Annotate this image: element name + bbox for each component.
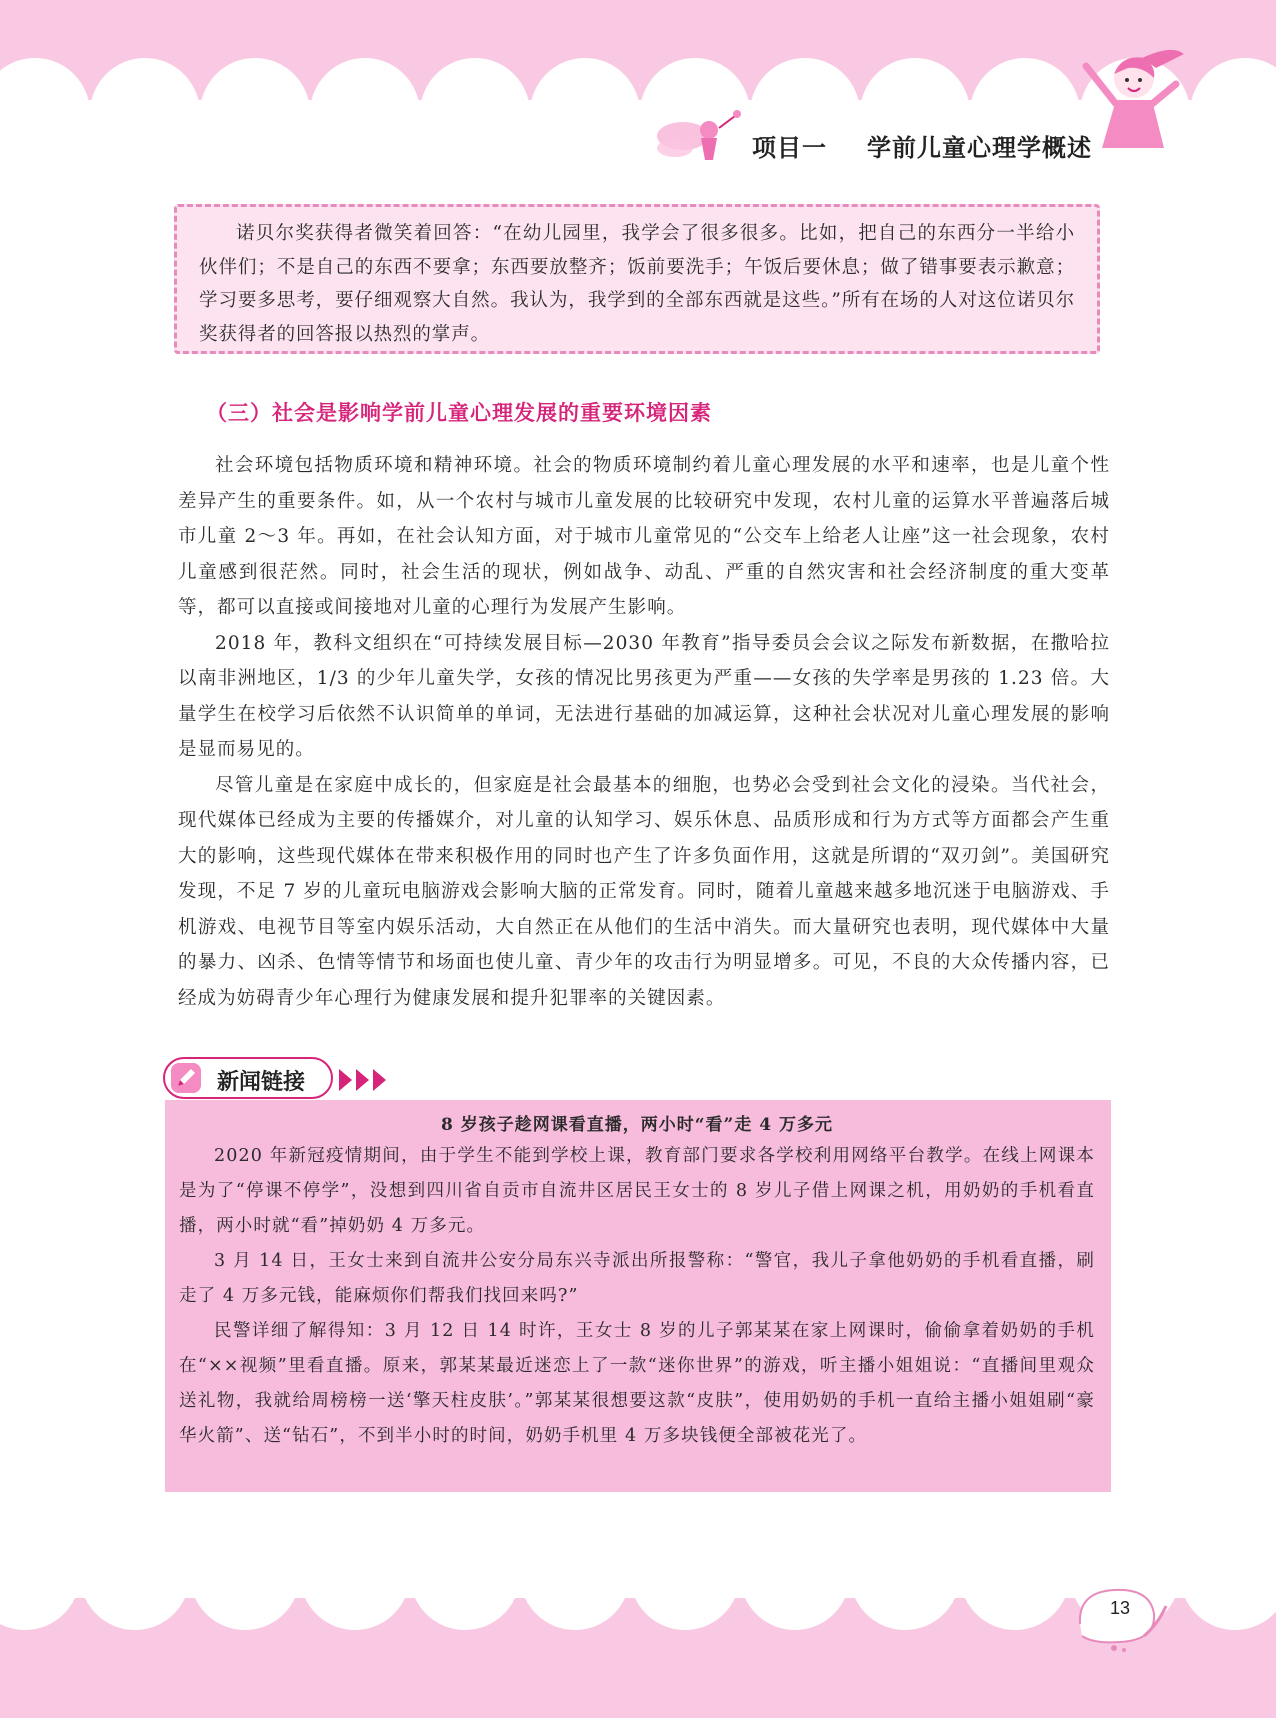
- running-header: [752, 128, 1092, 163]
- news-link-tag: [163, 1057, 333, 1099]
- news-paragraph: 民警详细了解得知：3 月 12 日 14 时许，王女士 8 岁的儿子郭某某在家上网课时，偷偷拿着奶奶的手机在“××视频”里看直播。原来，郭某某最近迷恋上了一款“迷你世界”的游戏，听主播小姐姐说：“直播间里观众送礼物，我就给周榜榜一送‘擎天柱皮肤’。”郭某某很想要这款“皮肤”，使用奶奶的手机一直给主播小姐姐刷“豪华火箭”、送“钻石”，不到半小时的时间，奶奶手机里 4 万多块钱便全部被花光了。: [179, 1321, 1095, 1446]
- chapter-title: 学前儿童心理学概述: [867, 134, 1092, 162]
- pencil-icon: [171, 1063, 201, 1093]
- body-paragraph: 尽管儿童是在家庭中成长的，但家庭是社会最基本的细胞，也势必会受到社会文化的浸染。当代社会，现代媒体已经成为主要的传播媒介，对儿童的认知学习、娱乐休息、品质形成和行为方式等方面都会产生重大的影响，这些现代媒体在带来积极作用的同时也产生了许多负面作用，这就是所谓的“双刃剑”。美国研究发现，不足 7 岁的儿童玩电脑游戏会影响大脑的正常发育。同时，随着儿童越来越多地沉迷于电脑游戏、手机游戏、电视节目等室内娱乐活动，大自然正在从他们的生活中消失。而大量研究也表明，现代媒体中大量的暴力、凶杀、色情等情节和场面也使儿童、青少年的攻击行为明显增多。可见，不良的大众传播内容，已经成为妨碍青少年心理行为健康发展和提升犯罪率的关键因素。: [178, 774, 1110, 1009]
- project-label: 项目一: [752, 134, 827, 162]
- news-link-label: 新闻链接: [217, 1070, 306, 1095]
- news-title: 8 岁孩子趁网课看直播，两小时“看”走 4 万多元: [441, 1115, 833, 1135]
- news-paragraph: 3 月 14 日，王女士来到自流井公安分局东兴寺派出所报警称：“警官，我儿子拿他奶奶的手机看直播，刷走了 4 万多元钱，能麻烦你们帮我们找回来吗?”: [179, 1251, 1095, 1306]
- story-callout-box: [174, 204, 1100, 354]
- page-number-badge-icon: [1074, 1584, 1174, 1654]
- section-heading: （三）社会是影响学前儿童心理发展的重要环境因素: [206, 401, 712, 425]
- body-paragraph: 社会环境包括物质环境和精神环境。社会的物质环境制约着儿童心理发展的水平和速率，也是儿童个性差异产生的重要条件。如，从一个农村与城市儿童发展的比较研究中发现，农村儿童的运算水平普遍落后城市儿童 2～3 年。再如，在社会认知方面，对于城市儿童常见的“公交车上给老人让座”这一社会现象，农村儿童感到很茫然。同时，社会生活的现状，例如战争、动乱、严重的自然灾害和社会经济制度的重大变革等，都可以直接或间接地对儿童的心理行为发展产生影响。: [178, 455, 1110, 618]
- page-number: 13: [1110, 1598, 1131, 1618]
- body-paragraph: 2018 年，教科文组织在“可持续发展目标—2030 年教育”指导委员会会议之际发布新数据，在撒哈拉以南非洲地区，1/3 的少年儿童失学，女孩的情况比男孩更为严重——女孩的失学率是男孩的 1.23 倍。大量学生在校学习后依然不认识简单的单词，无法进行基础的加减运算，这种社会状况对儿童心理发展的影响是显而易见的。: [178, 632, 1110, 760]
- news-box: [165, 1100, 1111, 1492]
- girl-illustration-icon: [1072, 44, 1192, 154]
- story-text: 诺贝尔奖获得者微笑着回答：“在幼儿园里，我学会了很多很多。比如，把自己的东西分一半给小伙伴们；不是自己的东西不要拿；东西要放整齐；饭前要洗手；午饭后要休息；做了错事要表示歉意；学习要多思考，要仔细观察大自然。我认为，我学到的全部东西就是这些。”所有在场的人对这位诺贝尔奖获得者的回答报以热烈的掌声。: [199, 223, 1075, 345]
- body-text: [178, 448, 1110, 1016]
- news-paragraph: 2020 年新冠疫情期间，由于学生不能到学校上课，教育部门要求各学校利用网络平台教学。在线上网课本是为了“停课不停学”，没想到四川省自贡市自流井区居民王女士的 8 岁儿子借上网课之机，用奶奶的手机看直播，两小时就“看”掉奶奶 4 万多元。: [179, 1146, 1095, 1236]
- fairy-illustration-icon: [655, 108, 745, 168]
- triple-arrow-icon: [339, 1069, 387, 1091]
